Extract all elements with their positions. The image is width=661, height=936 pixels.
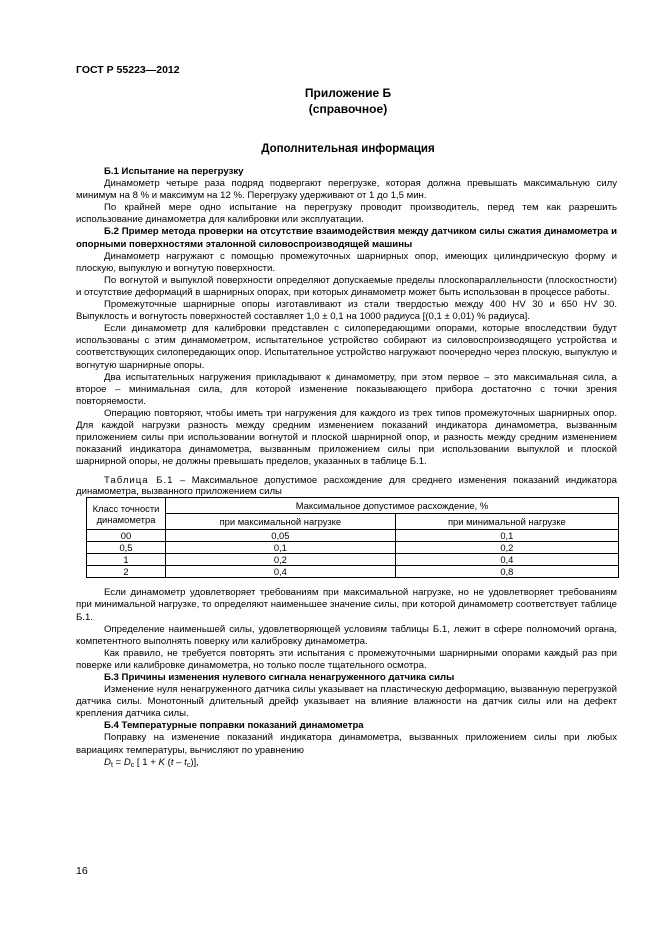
cell-max: 0,1	[166, 542, 396, 554]
paragraph: Определение наименьшей силы, удовлетворяющей условиям таблицы Б.1, лежит в сфере полномочий органа, компетентного выполнять поверку или калибровку динамометра.	[76, 623, 617, 647]
heading-b2: Б.2 Пример метода проверки на отсутствие взаимодействия между датчиком силы сжатия динамометра и опорными поверхностями эталонной силовоспроизводящей машины	[76, 226, 617, 250]
cell-class: 1	[87, 554, 166, 566]
paragraph: Если динамометр удовлетворяет требованиям при максимальной нагрузке, но не удовлетворяет требованиям при минимальной нагрузке, то определяют наименьшее значение силы, при которой динамометр соответствует таблице Б.1.	[76, 587, 617, 623]
heading-b4: Б.4 Температурные поправки показаний динамометра	[104, 720, 364, 732]
table-caption	[76, 475, 617, 497]
cell-max: 0,2	[166, 554, 396, 566]
document-body	[76, 166, 617, 772]
cell-max: 0,4	[166, 566, 396, 578]
paragraph: Два испытательных нагружения прикладывают к динамометру, при этом первое – это максимальная сила, а второе – минимальная сила, для которой изменение показывающего прибора достаточно с точки зрения повторяемости.	[76, 371, 617, 407]
cell-min: 0,4	[395, 554, 618, 566]
paragraph: По крайней мере одно испытание на перегрузку проводит производитель, перед тем как разрешить использование динамометра для калибровки или эксплуатации.	[76, 202, 617, 226]
paragraph: По вогнутой и выпуклой поверхности определяют допускаемые пределы плоскопараллельности (плоскостности) и отсутствие деформаций в шарнирных опорах, при которых динамометр может быть использован в процессе работы.	[76, 274, 617, 298]
cell-max: 0,05	[166, 530, 396, 542]
equation: $D_t = D_c$ [ 1 + K $(t - t_c)$],	[104, 756, 199, 769]
cell-class: 00	[87, 530, 166, 542]
tolerance-table	[86, 497, 619, 578]
table-block	[76, 475, 617, 578]
table-caption-label: Таблица Б.1	[104, 475, 174, 487]
standard-header: ГОСТ Р 55223—2012	[76, 64, 180, 76]
cell-min: 0,2	[395, 542, 618, 554]
section-title: Дополнительная информация	[261, 143, 435, 155]
paragraph: Если динамометр для калибровки представлен с силопередающими опорами, которые впоследствии будут использованы с этим динамометром, испытательное устройство собирают из силовоспроизводящего устройства и соответствующих силопередающих опор. Испытательное устройство нагружают поочередно через плоскую, выпуклую и вогнутую шарнирные опоры.	[76, 323, 617, 371]
table-row	[87, 566, 619, 578]
heading-b1: Б.1 Испытание на перегрузку	[104, 166, 244, 177]
cell-min: 0,1	[395, 530, 618, 542]
cell-min: 0,8	[395, 566, 618, 578]
table-caption-text: – Максимальное допустимое расхождение для среднего изменения показаний индикатора динамометра, вызванного приложением силы	[76, 475, 618, 498]
heading-b3: Б.3 Причины изменения нулевого сигнала ненагруженного датчика силы	[104, 672, 455, 683]
table-row	[87, 530, 619, 542]
header-class: Класс точности динамометра	[87, 498, 166, 530]
paragraph: Промежуточные шарнирные опоры изготавливают из стали твердостью между 400 HV 30 и 650 HV 30. Выпуклость и вогнутость поверхностей составляет 1,0 ± 0,1 на 1000 радиуса [(0,1 ± 0,01) % радиуса].	[76, 299, 617, 323]
appendix-subtitle: (справочное)	[308, 102, 388, 116]
cell-class: 2	[87, 566, 166, 578]
table-row	[87, 542, 619, 554]
paragraph: Динамометр четыре раза подряд подвергают перегрузке, которая должна превышать максимальную силу минимум на 8 % и максимум на 12 %. Перегрузку удерживают от 1 до 1,5 мин.	[76, 178, 617, 202]
header-min-load: при минимальной нагрузке	[395, 514, 618, 530]
page-number: 16	[76, 865, 88, 877]
header-group: Максимальное допустимое расхождение, %	[166, 498, 619, 514]
cell-class: 0,5	[87, 542, 166, 554]
table-row	[87, 554, 619, 566]
header-max-load: при максимальной нагрузке	[166, 514, 396, 530]
paragraph: Операцию повторяют, чтобы иметь три нагружения для каждого из трех типов промежуточных шарнирных опор. Для каждой нагрузки разность между средним изменением показаний индикатора динамометра, вызванным приложением силы при использовании вогнутой и плоской шарнирной опор, и разность между средним изменением показаний индикатора динамометра, вызванным приложением силы при использовании выпуклой и плоской шарнирной опоры, не должны превышать пределов, указанных в таблице Б.1.	[76, 407, 617, 468]
paragraph: Динамометр нагружают с помощью промежуточных шарнирных опор, имеющих цилиндрическую форму и плоскую, выпуклую и вогнутую поверхности.	[76, 250, 617, 274]
appendix-title: Приложение Б	[304, 86, 392, 100]
paragraph: Изменение нуля ненагруженного датчика силы указывает на пластическую деформацию, вызванную перегрузкой датчика силы. Монотонный длительный дрейф указывает на влияние влажности на датчик силы или на дефект крепления датчика силы.	[76, 684, 617, 720]
paragraph: Поправку на изменение показаний индикатора динамометра, вызванных приложением силы при любых вариациях температуры, вычисляют по уравнению	[76, 732, 617, 756]
paragraph: Как правило, не требуется повторять эти испытания с промежуточными шарнирными опорами каждый раз при поверке или калибровке динамометра, но только после тщательного осмотра.	[76, 647, 617, 671]
